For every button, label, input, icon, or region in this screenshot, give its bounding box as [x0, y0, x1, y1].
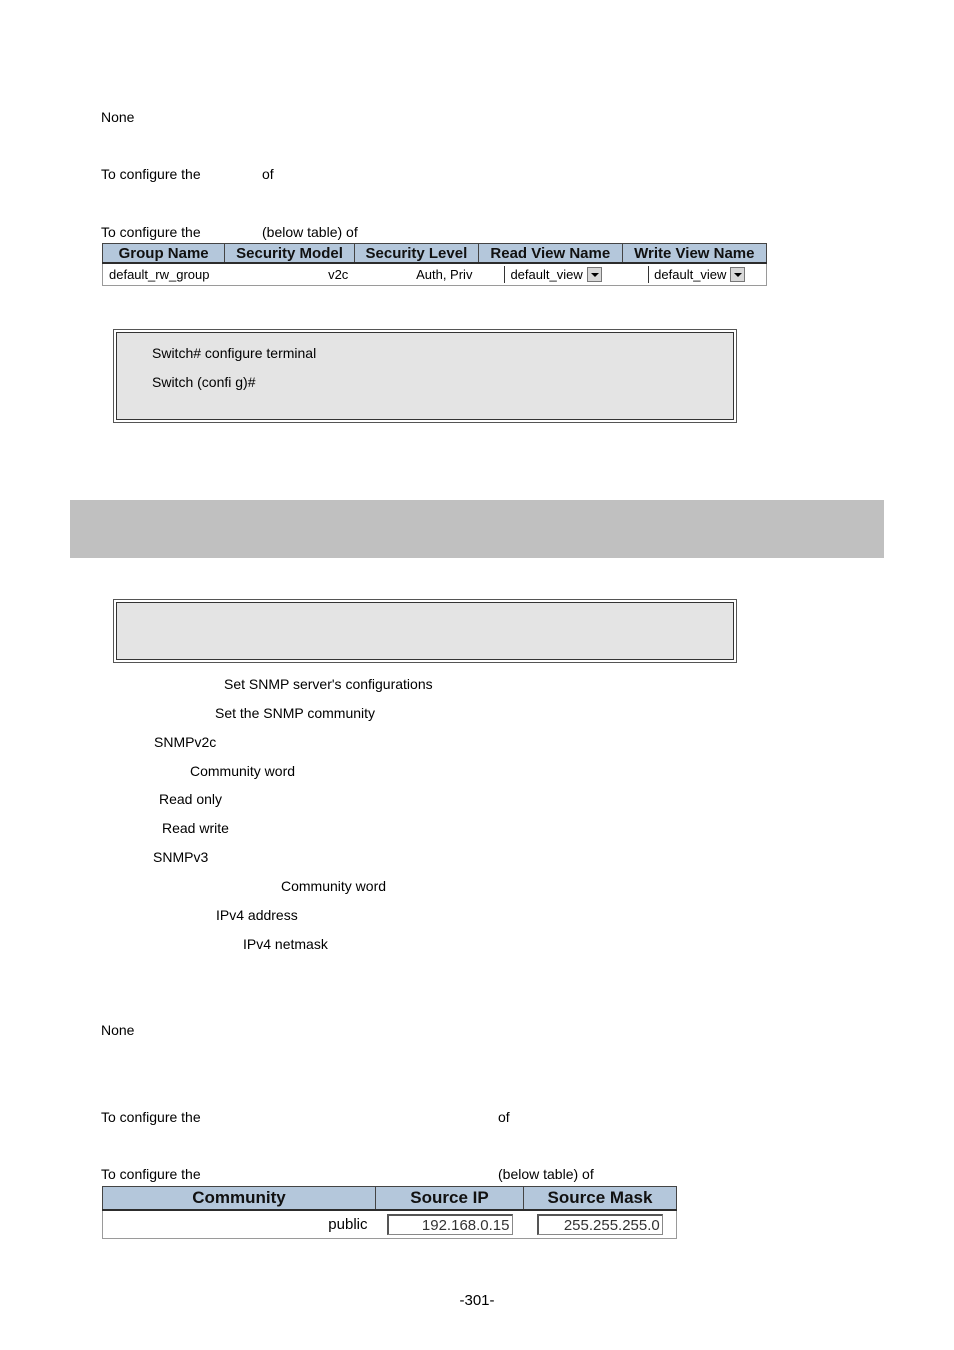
security-model-cell: v2c — [225, 263, 355, 286]
column-header-source-ip: Source IP — [376, 1187, 524, 1211]
community-cell: public — [103, 1210, 376, 1239]
column-header-community: Community — [103, 1187, 376, 1211]
syntax-description: IPv4 address — [216, 907, 298, 923]
command-syntax-box — [113, 599, 737, 663]
snmp-group-table — [102, 243, 767, 286]
group-name-cell: default_rw_group — [103, 263, 225, 286]
read-view-select[interactable] — [504, 266, 601, 283]
syntax-description: SNMPv3 — [153, 849, 209, 865]
command-line: Switch (confi g)# — [152, 374, 256, 390]
column-header-security-model: Security Model — [225, 244, 355, 264]
write-view-select-value: default_view — [654, 267, 727, 282]
syntax-description: Community word — [281, 878, 387, 894]
column-header-security-level: Security Level — [354, 244, 478, 264]
column-header-write-view-name: Write View Name — [622, 244, 766, 264]
chevron-down-icon[interactable] — [730, 267, 745, 282]
table-header-row — [103, 1187, 677, 1211]
source-ip-cell — [376, 1210, 524, 1239]
syntax-description: Community word — [190, 763, 296, 779]
column-header-source-mask: Source Mask — [524, 1187, 677, 1211]
instruction-suffix: (below table) of — [262, 224, 358, 240]
syntax-description: IPv4 netmask — [243, 936, 328, 952]
instruction-text: To configure the — [101, 1166, 201, 1182]
section-heading-banner — [70, 500, 884, 558]
chevron-down-icon[interactable] — [587, 267, 602, 282]
default-value-text: None — [101, 1022, 135, 1038]
read-view-select-value: default_view — [510, 267, 583, 282]
instruction-suffix: (below table) of — [498, 1166, 594, 1182]
source-mask-cell — [524, 1210, 677, 1239]
write-view-cell — [622, 263, 766, 286]
write-view-select[interactable] — [648, 266, 745, 283]
syntax-description: SNMPv2c — [154, 734, 217, 750]
security-level-cell: Auth, Priv — [354, 263, 478, 286]
snmp-community-table — [102, 1186, 677, 1239]
instruction-text: To configure the — [101, 224, 201, 240]
syntax-description: Set the SNMP community — [215, 705, 376, 721]
instruction-text: To configure the — [101, 166, 201, 182]
instruction-of: of — [498, 1109, 510, 1125]
column-header-read-view-name: Read View Name — [478, 244, 622, 264]
column-header-group-name: Group Name — [103, 244, 225, 264]
syntax-description: Read only — [159, 791, 223, 807]
page-number: -301- — [459, 1292, 495, 1309]
read-view-cell — [478, 263, 622, 286]
command-line: Switch# configure terminal — [152, 345, 317, 361]
syntax-description: Read write — [162, 820, 229, 836]
source-mask-input[interactable]: 255.255.255.0 — [537, 1214, 663, 1235]
syntax-description: Set SNMP server's configurations — [224, 676, 433, 692]
instruction-text: To configure the — [101, 1109, 201, 1125]
table-header-row — [103, 244, 767, 264]
table-row — [103, 1210, 677, 1239]
command-example-box — [113, 329, 737, 423]
default-value-text: None — [101, 109, 135, 125]
source-ip-input[interactable]: 192.168.0.15 — [387, 1214, 513, 1235]
table-row — [103, 263, 767, 286]
instruction-of: of — [262, 166, 274, 182]
